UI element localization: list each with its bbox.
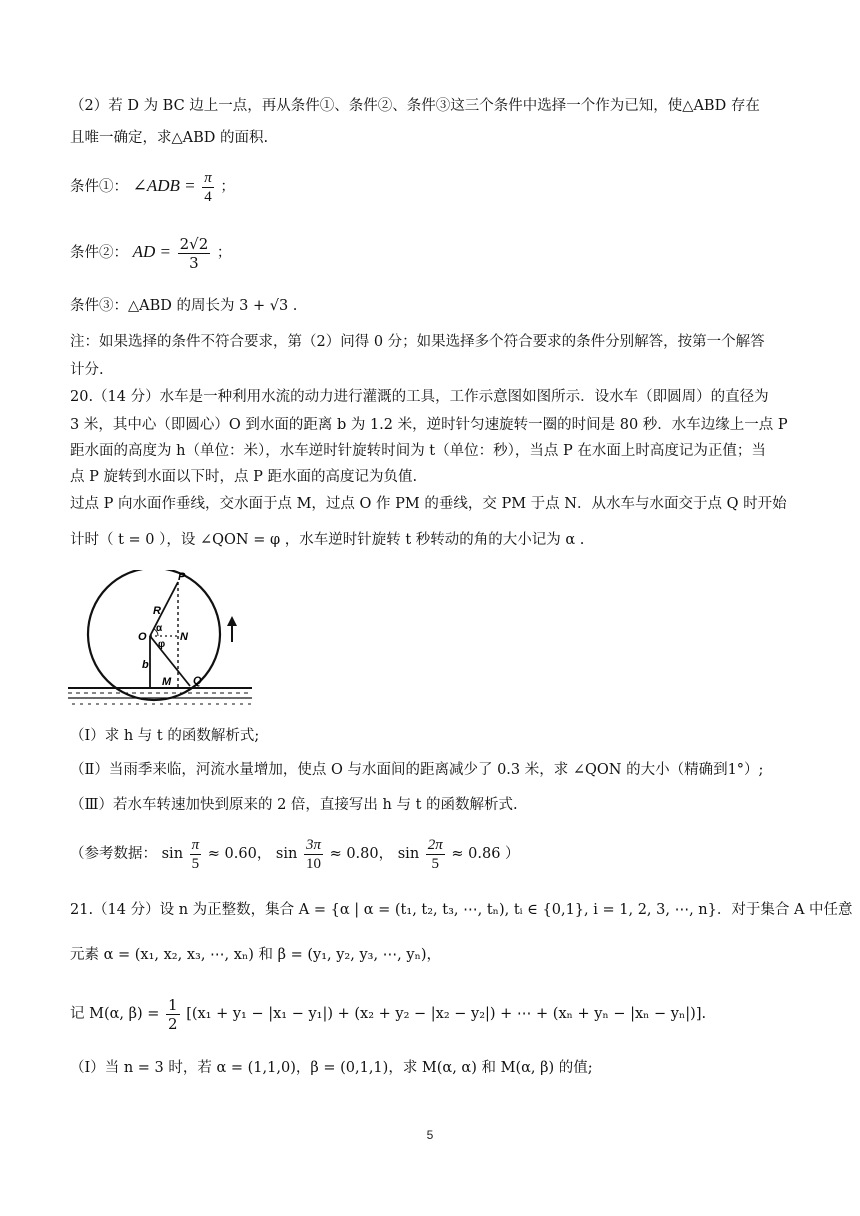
condition-2-label: 条件②：: [70, 245, 128, 261]
label-P: P: [178, 571, 186, 583]
condition-2-expr: AD =: [132, 242, 171, 261]
q20-line3: 距水面的高度为 h（单位：米），水车逆时针旋转时间为 t（单位：秒），当点 P 在水面上时高度记为正值；当: [70, 443, 766, 459]
q21-line2: 元素 α = (x₁, x₂, x₃, ⋯, xₙ) 和 β = (y₁, y₂, y₃, ⋯, yₙ)，: [70, 947, 442, 963]
condition-2-fraction: [178, 235, 211, 272]
q21-line3: [70, 992, 796, 1036]
ref2-fraction: [304, 836, 323, 873]
label-Q: Q: [193, 675, 202, 687]
ref3-denominator: 5: [431, 855, 440, 872]
condition-1-tail: ；: [220, 179, 235, 195]
label-N: N: [180, 631, 188, 643]
condition-1-numerator: π: [204, 169, 212, 186]
reference-suffix: ）: [505, 846, 520, 862]
ref3-fraction: [426, 836, 445, 873]
one-half-fraction: [166, 996, 180, 1033]
condition-1-expr: ∠ADB =: [132, 176, 196, 195]
label-alpha: α: [156, 623, 163, 634]
ref3-numerator: 2π: [427, 836, 443, 853]
flow-arrow-head: [227, 616, 237, 626]
ref2-numerator: 3π: [305, 836, 321, 853]
q19-part2-line2: 且唯一确定，求△ABD 的面积.: [70, 130, 269, 146]
q20-line2: 3 米，其中心（即圆心）O 到水面的距离 b 为 1.2 米，逆时针匀速旋转一圈的时间是 80 秒．水车边缘上一点 P: [70, 417, 788, 433]
q20-line1: 20.（14 分）水车是一种利用水流的动力进行灌溉的工具，工作示意图如图所示．设水车（即圆周）的直径为: [70, 389, 769, 405]
page-number: 5: [426, 1128, 434, 1142]
ref1-numerator: π: [191, 836, 200, 853]
ref1-value: ≈ 0.60: [207, 846, 257, 862]
q21-line1: 21.（14 分）设 n 为正整数，集合 A = {α | α = (t₁, t₂, t₃, ⋯, tₙ), tᵢ ∈ {0,1}, i = 1, 2, 3, ⋯, n}．对于集合 A 中任意: [70, 902, 853, 918]
condition-2-tail: ；: [216, 245, 232, 261]
ref3-value: ≈ 0.86: [451, 846, 501, 862]
condition-3: 条件③：△ABD 的周长为 3 + √3 .: [70, 298, 298, 314]
one-half-denominator: 2: [168, 1014, 178, 1033]
ref1-fraction: [190, 836, 202, 873]
ref2-value: ≈ 0.80: [329, 846, 379, 862]
q21-line3-prefix: 记 M(α, β) =: [70, 1006, 160, 1022]
q20-part3: （Ⅲ）若水车转速加快到原来的 2 倍，直接写出 h 与 t 的函数解析式.: [70, 797, 518, 813]
reference-data: （参考数据： sin $\frac{\pi}{5}$ ≈ 0.60， sin $\frac{3\pi}{10}$ ≈ 0.80， sin $\frac{2\pi}{5}$ ≈ 0.86 ）: [70, 836, 520, 872]
q20-part2: （Ⅱ）当雨季来临，河流水量增加，使点 O 与水面间的距离减少了 0.3 米，求 ∠QON 的大小（精确到1°）;: [70, 762, 764, 778]
q21-line3-rest: [(x₁ + y₁ − |x₁ − y₁|) + (x₂ + y₂ − |x₂ − y₂|) + ⋯ + (xₙ + yₙ − |xₙ − yₙ|)].: [186, 1006, 707, 1022]
q19-part2-line1: （2）若 D 为 BC 边上一点，再从条件①、条件②、条件③这三个条件中选择一个作为已知，使△ABD 存在: [70, 98, 760, 114]
water-wheel-figure: [66, 570, 262, 718]
note-line2: 计分.: [70, 362, 104, 378]
q20-line4: 点 P 旋转到水面以下时，点 P 距水面的高度记为负值.: [70, 469, 418, 485]
ref1-denominator: 5: [191, 855, 200, 872]
label-R: R: [153, 605, 161, 617]
condition-1-fraction: [202, 169, 214, 206]
condition-1-denominator: 4: [204, 188, 212, 205]
condition-2-numerator: 2√2: [179, 234, 209, 253]
label-phi: φ: [158, 639, 166, 650]
q20-part1: （Ⅰ）求 h 与 t 的函数解析式;: [70, 728, 260, 744]
label-M: M: [162, 676, 172, 688]
condition-1: [70, 166, 796, 206]
q21-part1: （Ⅰ）当 n = 3 时，若 α = (1,1,0)，β = (0,1,1)，求 M(α, α) 和 M(α, β) 的值;: [70, 1060, 593, 1076]
condition-1-label: 条件①：: [70, 179, 128, 195]
ref2-denominator: 10: [305, 855, 321, 872]
reference-prefix: （参考数据：: [70, 846, 157, 862]
condition-2: [70, 230, 796, 274]
one-half-numerator: 1: [168, 995, 178, 1014]
condition-2-denominator: 3: [189, 253, 199, 272]
q20-line6: 计时（ t = 0 ），设 ∠QON = φ ，水车逆时针旋转 t 秒转动的角的大小记为 α .: [70, 532, 585, 548]
q20-line5: 过点 P 向水面作垂线，交水面于点 M，过点 O 作 PM 的垂线，交 PM 于点 N．从水车与水面交于点 Q 时开始: [70, 496, 787, 512]
label-O: O: [138, 631, 147, 643]
label-b: b: [142, 659, 149, 671]
note-line1: 注：如果选择的条件不符合要求，第（2）问得 0 分；如果选择多个符合要求的条件分别解答，按第一个解答: [70, 334, 765, 350]
